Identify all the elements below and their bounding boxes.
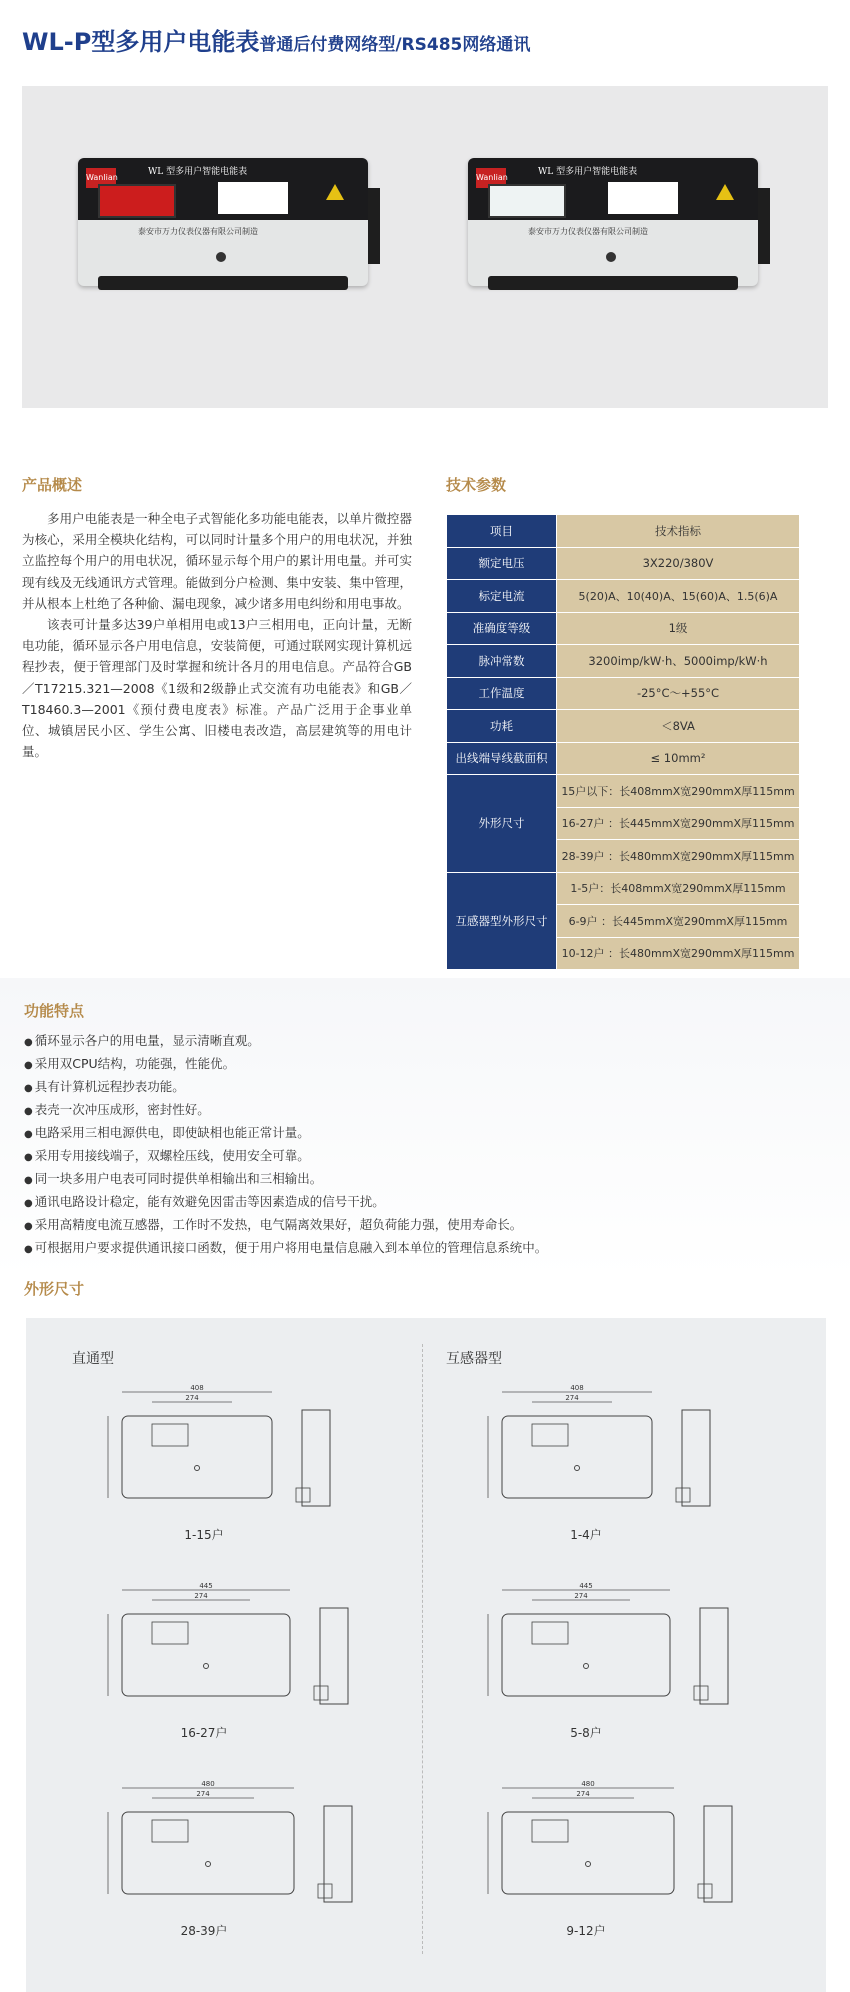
table-header-value: 技术指标 (557, 515, 800, 548)
spec-heading: 技术参数 (446, 476, 507, 494)
meter-title: WL 型多用户智能电能表 (538, 167, 638, 177)
group-label-ct: 互感器型 (446, 1351, 502, 1367)
spec-value: -25°C～+55°C (557, 677, 800, 710)
hole-outline (575, 1466, 580, 1471)
window-outline (532, 1622, 568, 1644)
dimension-label: 445 (579, 1582, 593, 1590)
spec-value: 16-27户 ：长445mmX宽290mmX厚115mm (557, 807, 800, 840)
side-clip (368, 188, 380, 264)
drawing-caption: 1-4户 (570, 1528, 602, 1542)
spec-key: 外形尺寸 (447, 775, 557, 873)
table-row (447, 872, 800, 905)
meter-outline (122, 1416, 272, 1498)
drawing-caption: 1-15户 (184, 1528, 224, 1542)
meter-footer: 泰安市万力仪表仪器有限公司制造 (528, 227, 648, 236)
drawing-caption: 9-12户 (566, 1924, 606, 1938)
spec-key: 准确度等级 (447, 612, 557, 645)
meter-footer: 泰安市万力仪表仪器有限公司制造 (138, 227, 258, 236)
side-view-outline (302, 1410, 330, 1506)
window-outline (152, 1424, 188, 1446)
table-row (447, 677, 800, 710)
table-row (447, 580, 800, 613)
list-item: ● 表壳一次冲压成形，密封性好。 (24, 1099, 547, 1122)
list-item: ● 可根据用户要求提供通讯接口函数，便于用户将用电量信息融入到本单位的管理信息系统中。 (24, 1237, 547, 1260)
dimension-label: 274 (576, 1790, 590, 1798)
window-outline (532, 1820, 568, 1842)
list-item: ● 同一块多用户电表可同时提供单相输出和三相输出。 (24, 1168, 547, 1191)
dimension-label: 445 (199, 1582, 213, 1590)
spec-value: 5(20)A、10(40)A、15(60)A、1.5(6)A (557, 580, 800, 613)
window-outline (532, 1424, 568, 1446)
table-row (447, 645, 800, 678)
side-view-outline (704, 1806, 732, 1902)
meter-outline (122, 1614, 290, 1696)
dimension-drawing (466, 1382, 756, 1522)
spec-key: 工作温度 (447, 677, 557, 710)
window-outline (152, 1820, 188, 1842)
lcd-display (488, 184, 566, 218)
spec-key: 额定电压 (447, 547, 557, 580)
spec-value: 1级 (557, 612, 800, 645)
overview-paragraph: 该表可计量多达39户单相用电或13户三相用电，正向计量，无断电功能，循环显示各户用电信息，安装简便，可通过联网实现计算机远程抄表，便于管理部门及时掌握和统计各月的用电信息。产品符合GB／T17215.321—2008《1级和2级静止式交流有功电能表》和GB／T18460.3—2001《预付费电度表》标准。产品广泛用于企事业单位、城镇居民小区、学生公寓、旧楼电表改造，高层建筑等的用电计量。 (22, 617, 412, 760)
side-view-outline (694, 1686, 708, 1700)
hole-outline (195, 1466, 200, 1471)
spec-value: 10-12户 ：长480mmX宽290mmX厚115mm (557, 937, 800, 970)
drawing-slot (466, 1580, 756, 1724)
warning-icon (326, 184, 344, 200)
drawing-slot (466, 1778, 756, 1922)
list-item: ● 通讯电路设计稳定，能有效避免因雷击等因素造成的信号干扰。 (24, 1191, 547, 1214)
hole-outline (584, 1664, 589, 1669)
meter-outline (502, 1614, 670, 1696)
dims-heading: 外形尺寸 (24, 1280, 85, 1298)
dimension-label: 274 (194, 1592, 208, 1600)
group-label-direct: 直通型 (72, 1351, 114, 1367)
terminal-rail (488, 276, 738, 290)
dimension-label: 274 (185, 1394, 199, 1402)
title-main: WL-P型多用户电能表 (22, 28, 260, 56)
dimension-label: 274 (196, 1790, 210, 1798)
spec-value: 28-39户 ：长480mmX宽290mmX厚115mm (557, 840, 800, 873)
list-item: ● 采用专用接线端子，双螺栓压线，使用安全可靠。 (24, 1145, 547, 1168)
spec-key: 出线端导线截面积 (447, 742, 557, 775)
meter-outline (122, 1812, 294, 1894)
brand-logo: Wanlian (86, 168, 116, 188)
meter-title: WL 型多用户智能电能表 (148, 167, 248, 177)
spec-key: 标定电流 (447, 580, 557, 613)
brand-logo: Wanlian (476, 168, 506, 188)
dimension-label: 408 (570, 1384, 584, 1392)
drawing-slot (86, 1580, 376, 1724)
table-header-key: 项目 (447, 515, 557, 548)
spec-key: 互感器型外形尺寸 (447, 872, 557, 970)
table-row (447, 775, 800, 808)
dimension-label: 408 (190, 1384, 204, 1392)
dimension-label: 274 (565, 1394, 579, 1402)
list-item: ● 电路采用三相电源供电，即使缺相也能正常计量。 (24, 1122, 547, 1145)
list-item: ● 采用双CPU结构，功能强，性能优。 (24, 1053, 547, 1076)
table-row (447, 742, 800, 775)
product-photo (22, 86, 828, 408)
drawing-caption: 5-8户 (570, 1726, 602, 1740)
page-title (22, 22, 530, 57)
spec-value: 3X220/380V (557, 547, 800, 580)
overview-heading: 产品概述 (22, 476, 83, 494)
side-view-outline (676, 1488, 690, 1502)
dimension-drawing (86, 1382, 376, 1522)
dimension-drawing (466, 1778, 756, 1918)
drawing-caption: 28-39户 (180, 1924, 228, 1938)
list-item: ● 循环显示各户的用电量，显示清晰直观。 (24, 1030, 547, 1053)
side-view-outline (682, 1410, 710, 1506)
nameplate (608, 182, 678, 214)
window-outline (152, 1622, 188, 1644)
side-view-outline (318, 1884, 332, 1898)
dimension-drawing (466, 1580, 756, 1720)
side-view-outline (320, 1608, 348, 1704)
overview-paragraph: 多用户电能表是一种全电子式智能化多功能电能表，以单片微控器为核心，采用全模块化结构，可以同时计量多个用户的用电状况，并独立监控每个用户的用电状况，循环显示每个用户的累计用电量。并可实现有线及无线通讯方式管理。能做到分户检测、集中安装、集中管理，并从根本上杜绝了各种偷、漏电现象，减少诸多用电纠纷和用电事故。 (22, 511, 412, 611)
spec-value: 3200imp/kW·h、5000imp/kW·h (557, 645, 800, 678)
side-view-outline (700, 1608, 728, 1704)
meter-image-right (468, 158, 758, 286)
table-row (447, 547, 800, 580)
drawing-slot (466, 1382, 756, 1526)
dimension-label: 274 (574, 1592, 588, 1600)
spec-value: 15户以下：长408mmX宽290mmX厚115mm (557, 775, 800, 808)
table-row (447, 612, 800, 645)
terminal-rail (98, 276, 348, 290)
spec-key: 功耗 (447, 710, 557, 743)
meter-outline (502, 1812, 674, 1894)
spec-value: ≤ 10mm² (557, 742, 800, 775)
dimension-label: 480 (581, 1780, 595, 1788)
dimension-drawing (86, 1778, 376, 1918)
table-header-row (447, 515, 800, 548)
seal-knob (216, 252, 226, 262)
warning-icon (716, 184, 734, 200)
spec-value: ＜8VA (557, 710, 800, 743)
meter-outline (502, 1416, 652, 1498)
hole-outline (586, 1862, 591, 1867)
led-display (98, 184, 176, 218)
drawing-slot (86, 1778, 376, 1922)
dimension-label: 480 (201, 1780, 215, 1788)
features-heading: 功能特点 (24, 1002, 85, 1020)
side-clip (758, 188, 770, 264)
divider (422, 1344, 423, 1954)
nameplate (218, 182, 288, 214)
hole-outline (206, 1862, 211, 1867)
table-row (447, 710, 800, 743)
meter-image-left (78, 158, 368, 286)
spec-table (446, 514, 800, 970)
features-list (24, 1030, 547, 1260)
dimension-drawings (26, 1318, 826, 1992)
side-view-outline (324, 1806, 352, 1902)
hole-outline (204, 1664, 209, 1669)
drawing-caption: 16-27户 (180, 1726, 228, 1740)
spec-value: 1-5户：长408mmX宽290mmX厚115mm (557, 872, 800, 905)
overview-text (22, 508, 412, 762)
dimension-drawing (86, 1580, 376, 1720)
title-sub: 普通后付费网络型/RS485网络通讯 (259, 35, 531, 55)
spec-value: 6-9户 ：长445mmX宽290mmX厚115mm (557, 905, 800, 938)
seal-knob (606, 252, 616, 262)
list-item: ● 采用高精度电流互感器，工作时不发热，电气隔离效果好，超负荷能力强，使用寿命长。 (24, 1214, 547, 1237)
list-item: ● 具有计算机远程抄表功能。 (24, 1076, 547, 1099)
side-view-outline (296, 1488, 310, 1502)
side-view-outline (314, 1686, 328, 1700)
drawing-slot (86, 1382, 376, 1526)
spec-key: 脉冲常数 (447, 645, 557, 678)
side-view-outline (698, 1884, 712, 1898)
